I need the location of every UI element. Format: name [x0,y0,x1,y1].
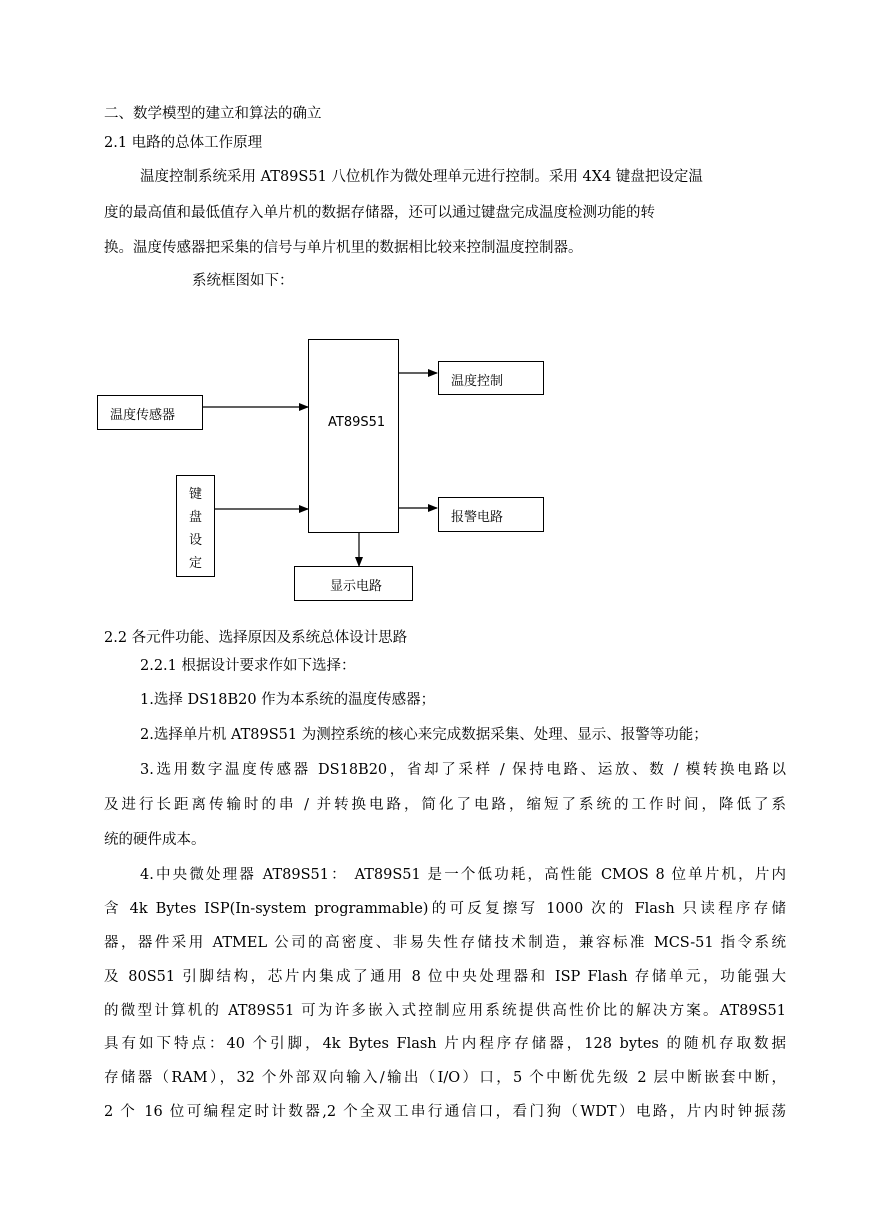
list-item-4-line: 存储器（RAM），32 个外部双向输入/输出（I/O）口，5 个中断优先级 2 层中断嵌套中断， [104,1070,786,1086]
keyboard-label-char: 键 [189,487,203,502]
display-block [294,566,413,601]
para1-line: 换。温度传感器把采集的信号与单片机里的数据相比较来控制温度控制器。 [104,240,583,256]
para1-line: 度的最高值和最低值存入单片机的数据存储器，还可以通过键盘完成温度检测功能的转 [104,205,655,221]
sensor-block [97,395,203,430]
list-item-4-line: 及 80S51 引脚结构，芯片内集成了通用 8 位中央处理器和 ISP Flash 存储单元，功能强大 [104,969,786,985]
list-item-4-line: 4.中央微处理器 AT89S51： AT89S51 是一个低功耗，高性能 CMOS 8 位单片机，片内 [140,867,786,883]
section-heading: 二、数学模型的建立和算法的确立 [104,106,322,122]
list-item-4-line: 器，器件采用 ATMEL 公司的高密度、非易失性存储技术制造，兼容标准 MCS-51 指令系统 [104,935,786,951]
list-item-3-line: 3.选用数字温度传感器 DS18B20，省却了采样 / 保持电路、运放、数 / 模转换电路以 [140,762,786,778]
section-2-2-1-title: 2.2.1 根据设计要求作如下选择： [140,658,356,674]
mcu-block [308,339,399,533]
sensor-label: 温度传感器 [110,408,176,423]
alarm-label: 报警电路 [451,510,504,525]
list-item-4-line: 的微型计算机的 AT89S51 可为许多嵌入式控制应用系统提供高性价比的解决方案。AT89S51 [104,1003,786,1019]
diagram-intro: 系统框图如下： [192,273,294,289]
list-item-3-line: 及进行长距离传输时的串 / 并转换电路，简化了电路，缩短了系统的工作时间，降低了系 [104,797,786,813]
list-item-2: 2.选择单片机 AT89S51 为测控系统的核心来完成数据采集、处理、显示、报警等功能； [140,727,708,743]
display-label: 显示电路 [330,579,383,594]
list-item-4-line: 含 4k Bytes ISP(In-system programmable)的可反复擦写 1000 次的 Flash 只读程序存储 [104,901,786,917]
keyboard-block [176,475,215,577]
alarm-block [438,497,544,532]
section-2-1-title: 2.1 电路的总体工作原理 [104,135,263,151]
section-2-2-title: 2.2 各元件功能、选择原因及系统总体设计思路 [104,630,408,646]
keyboard-label-char: 定 [189,556,203,571]
list-item-4-line: 具有如下特点：40 个引脚，4k Bytes Flash 片内程序存储器，128 bytes 的随机存取数据 [104,1036,786,1052]
mcu-label: AT89S51 [328,415,386,430]
temp-control-label: 温度控制 [451,374,504,389]
list-item-1: 1.选择 DS18B20 作为本系统的温度传感器； [140,692,436,708]
keyboard-label-char: 盘 [189,510,203,525]
temp-control-block [438,361,544,395]
keyboard-label-char: 设 [189,533,203,548]
list-item-4-line: 2 个 16 位可编程定时计数器,2 个全双工串行通信口，看门狗（WDT）电路，片内时钟振荡 [104,1104,786,1120]
para1-line: 温度控制系统采用 AT89S51 八位机作为微处理单元进行控制。采用 4X4 键盘把设定温 [140,169,703,185]
list-item-3-line: 统的硬件成本。 [104,832,206,848]
